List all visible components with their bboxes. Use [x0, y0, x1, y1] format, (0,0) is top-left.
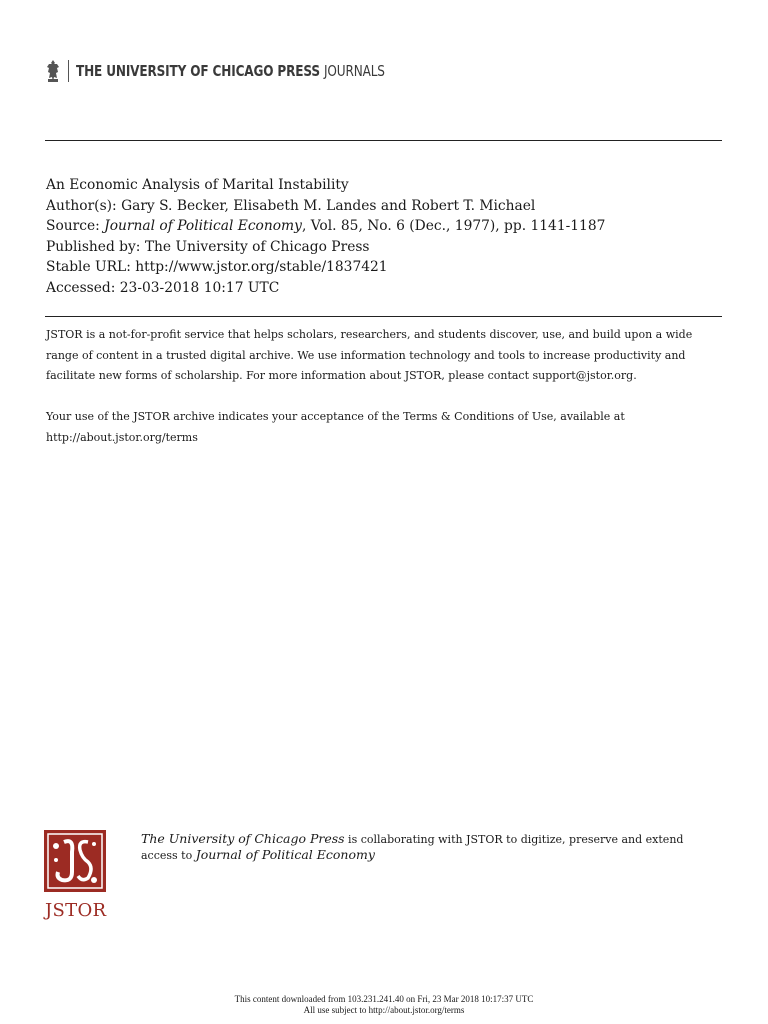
usage-terms: All use subject to http://about.jstor.org/terms — [303, 1004, 465, 1015]
press-name: The University of Chicago Press — [141, 831, 345, 846]
source-line: Source: Journal of Political Economy, Vol. 85, No. 6 (Dec., 1977), pp. 1141-1187 — [46, 218, 606, 235]
accessed-line: Accessed: 23-03-2018 10:17 UTC — [46, 279, 280, 296]
terms-link[interactable]: http://about.jstor.org/terms — [46, 430, 198, 444]
terms-paragraph: Your use of the JSTOR archive indicates your acceptance of the Terms & Conditions of Use, available at http://about.jstor.org/terms — [46, 410, 625, 444]
authors-line: Author(s): Gary S. Becker, Elisabeth M. Landes and Robert T. Michael — [46, 197, 536, 214]
publisher-logo — [45, 58, 472, 84]
authors: Gary S. Becker, Elisabeth M. Landes and Robert T. Michael — [121, 197, 536, 214]
download-footer — [0, 994, 768, 1015]
stable-url-line: Stable URL: http://www.jstor.org/stable/1837421 — [46, 259, 388, 276]
download-info: This content downloaded from 103.231.241.40 on Fri, 23 Mar 2018 10:17:37 UTC — [234, 994, 534, 1004]
jstor-emblem-icon — [44, 830, 106, 892]
collab-journal-name: Journal of Political Economy — [195, 846, 375, 862]
logo-separator — [68, 60, 69, 82]
middle-divider — [45, 316, 722, 317]
article-metadata — [46, 175, 605, 299]
notice-paragraph: JSTOR is a not-for-profit service that helps scholars, researchers, and students discover, use, and build upon a wide range of content in a trusted digital archive. We use information technology and tools to increase productivity and facilitate new forms of scholarship. For more information about JSTOR, please contact support@jstor.org. — [46, 328, 693, 383]
stable-url-link[interactable]: http://www.jstor.org/stable/1837421 — [135, 259, 388, 276]
collaboration-statement: The University of Chicago Press is collaborating with JSTOR to digitize, preserve and extend access to Journal of Political Economy — [141, 831, 684, 862]
publisher-line: Published by: The University of Chicago Press — [46, 238, 370, 255]
jstor-wordmark: JSTOR — [45, 900, 107, 921]
journal-name: Journal of Political Economy — [104, 218, 302, 235]
jstor-logo — [44, 830, 108, 921]
jstor-notice — [46, 325, 726, 449]
article-title: An Economic Analysis of Marital Instability — [46, 177, 349, 193]
top-divider — [45, 140, 722, 141]
publisher-name: THE UNIVERSITY OF CHICAGO PRESS JOURNALS — [76, 62, 385, 80]
phoenix-crest-icon — [45, 59, 61, 83]
